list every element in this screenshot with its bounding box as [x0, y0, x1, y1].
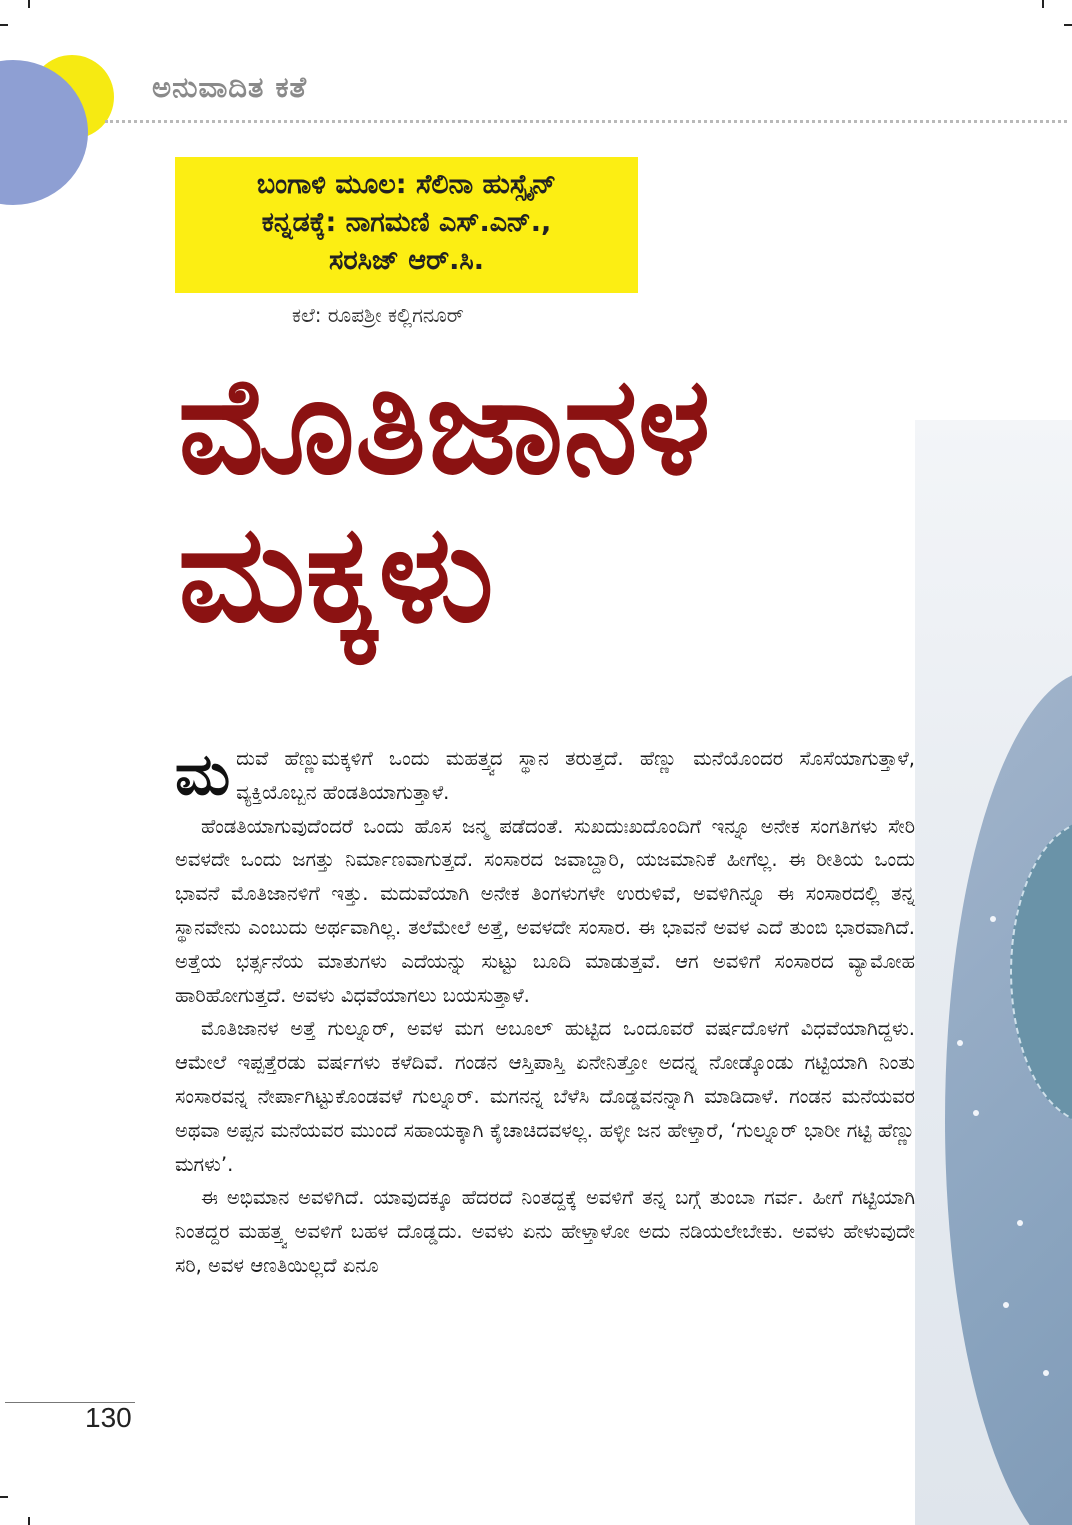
credit-translators-cont: ಸರಸಿಜ್ ಆರ್.ಸಿ. — [329, 245, 484, 276]
illustration-dot — [990, 916, 996, 922]
crop-mark — [28, 0, 30, 8]
illustration-dot — [1017, 1220, 1023, 1226]
story-title — [178, 348, 908, 652]
crop-mark — [0, 1496, 8, 1498]
crop-mark — [0, 24, 8, 26]
paragraph — [175, 742, 915, 810]
story-body — [175, 742, 915, 1283]
page-number: 130 — [85, 1402, 132, 1433]
paragraph: ಹೆಂಡತಿಯಾಗುವುದೆಂದರೆ ಒಂದು ಹೊಸ ಜನ್ಮ ಪಡೆದಂತೆ. ಸುಖದುಃಖದೊಂದಿಗೆ ಇನ್ನೂ ಅನೇಕ ಸಂಗತಿಗಳು ಸೇರಿ ಅವಳದೇ ಒಂದು ಜಗತ್ತು ನಿರ್ಮಾಣವಾಗುತ್ತದೆ. ಸಂಸಾರದ ಜವಾಬ್ದಾರಿ, ಯಜಮಾನಿಕೆ ಹೀಗೆಲ್ಲ. ಈ ರೀತಿಯ ಒಂದು ಭಾವನೆ ಮೊತಿಜಾನಳಿಗೆ ಇತ್ತು. ಮದುವೆಯಾಗಿ ಅನೇಕ ತಿಂಗಳುಗಳೇ ಉರುಳಿವೆ, ಅವಳಿಗಿನ್ನೂ ಈ ಸಂಸಾರದಲ್ಲಿ ತನ್ನ ಸ್ಥಾನವೇನು ಎಂಬುದು ಅರ್ಥವಾಗಿಲ್ಲ. ತಲೆಮೇಲೆ ಅತ್ತೆ, ಅವಳದೇ ಸಂಸಾರ. ಈ ಭಾವನೆ ಅವಳ ಎದೆ ತುಂಬಿ ಭಾರವಾಗಿದೆ. ಅತ್ತೆಯ ಭರ್ತ್ಸನೆಯ ಮಾತುಗಳು ಎದೆಯನ್ನು ಸುಟ್ಟು ಬೂದಿ ಮಾಡುತ್ತವೆ. ಆಗ ಅವಳಿಗೆ ಸಂಸಾರದ ವ್ಯಾಮೋಹ ಹಾರಿಹೋಗುತ್ತದೆ. ಅವಳು ವಿಧವೆಯಾಗಲು ಬಯಸುತ್ತಾಳೆ. — [175, 814, 915, 1007]
paragraph: ಈ ಅಭಿಮಾನ ಅವಳಿಗಿದೆ. ಯಾವುದಕ್ಕೂ ಹೆದರದೆ ನಿಂತದ್ದಕ್ಕೆ ಅವಳಿಗೆ ತನ್ನ ಬಗ್ಗೆ ತುಂಬಾ ಗರ್ವ. ಹೀಗೆ ಗಟ್ಟಿಯಾಗಿ ನಿಂತದ್ದರ ಮಹತ್ತ್ವ ಅವಳಿಗೆ ಬಹಳ ದೊಡ್ಡದು. ಅವಳು ಏನು ಹೇಳ್ತಾಳೋ ಅದು ನಡಿಯಲೇಬೇಕು. ಅವಳು ಹೇಳುವುದೇ ಸರಿ, ಅವಳ ಆಣತಿಯಿಲ್ಲದೆ ಏನೂ — [175, 1186, 915, 1277]
illustration — [915, 420, 1072, 1525]
credits-box — [175, 157, 638, 293]
paragraph: ಮೊತಿಜಾನಳ ಅತ್ತೆ ಗುಲ್ನೂರ್, ಅವಳ ಮಗ ಅಬೂಲ್ ಹುಟ್ಟಿದ ಒಂದೂವರೆ ವರ್ಷದೊಳಗೆ ವಿಧವೆಯಾಗಿದ್ದಳು. ಆಮೇಲೆ ಇಪ್ಪತ್ತೆರಡು ವರ್ಷಗಳು ಕಳೆದಿವೆ. ಗಂಡನ ಆಸ್ತಿಪಾಸ್ತಿ ಏನೇನಿತ್ತೋ ಅದನ್ನ ನೋಡ್ಕೊಂಡು ಗಟ್ಟಿಯಾಗಿ ನಿಂತು ಸಂಸಾರವನ್ನ ನೇರ್ಪಾಗಿಟ್ಟುಕೊಂಡವಳೆ ಗುಲ್ನೂರ್. ಮಗನನ್ನ ಬೆಳೆಸಿ ದೊಡ್ಡವನನ್ನಾಗಿ ಮಾಡಿದಾಳೆ. ಗಂಡನ ಮನೆಯವರ ಅಥವಾ ಅಪ್ಪನ ಮನೆಯವರ ಮುಂದೆ ಸಹಾಯಕ್ಕಾಗಿ ಕೈಚಾಚಿದವಳಲ್ಲ. ಹಳ್ಳೀ ಜನ ಹೇಳ್ತಾರೆ, ‘ಗುಲ್ನೂರ್ ಭಾರೀ ಗಟ್ಟಿ ಹೆಣ್ಣು ಮಗಳು’. — [175, 1017, 915, 1176]
dotted-divider — [105, 120, 1067, 123]
section-label: ಅನುವಾದಿತ ಕತೆ — [152, 70, 308, 104]
illustration-dot — [1043, 1370, 1049, 1376]
illustration-dot — [957, 1040, 963, 1046]
drop-cap: ಮ — [175, 740, 231, 808]
title-line-1: ಮೊತಿಜಾನಳ — [178, 348, 711, 504]
credit-original-author: ಬಂಗಾಳಿ ಮೂಲ: ಸೆಲಿನಾ ಹುಸ್ಸೈನ್ — [256, 169, 557, 200]
credit-translators: ಕನ್ನಡಕ್ಕೆ: ನಾಗಮಣಿ ಎಸ್.ಎನ್., — [261, 207, 552, 238]
illustration-dot — [1003, 1302, 1009, 1308]
crop-mark — [28, 1517, 30, 1525]
illustration-dot — [973, 1110, 979, 1116]
title-line-2: ಮಕ್ಕಳು — [178, 496, 494, 652]
crop-mark — [1064, 24, 1072, 26]
art-credit: ಕಲೆ: ರೂಪಶ್ರೀ ಕಲ್ಲಿಗನೂರ್ — [292, 303, 464, 327]
paragraph-text: ದುವೆ ಹೆಣ್ಣುಮಕ್ಕಳಿಗೆ ಒಂದು ಮಹತ್ತ್ವದ ಸ್ಥಾನ ತರುತ್ತದೆ. ಹೆಣ್ಣು ಮನೆಯೊಂದರ ಸೊಸೆಯಾಗುತ್ತಾಳೆ, ವ್ಯಕ್ತಿಯೊಬ್ಬನ ಹೆಂಡತಿಯಾಗುತ್ತಾಳೆ. — [236, 747, 915, 804]
crop-mark — [1042, 0, 1044, 8]
